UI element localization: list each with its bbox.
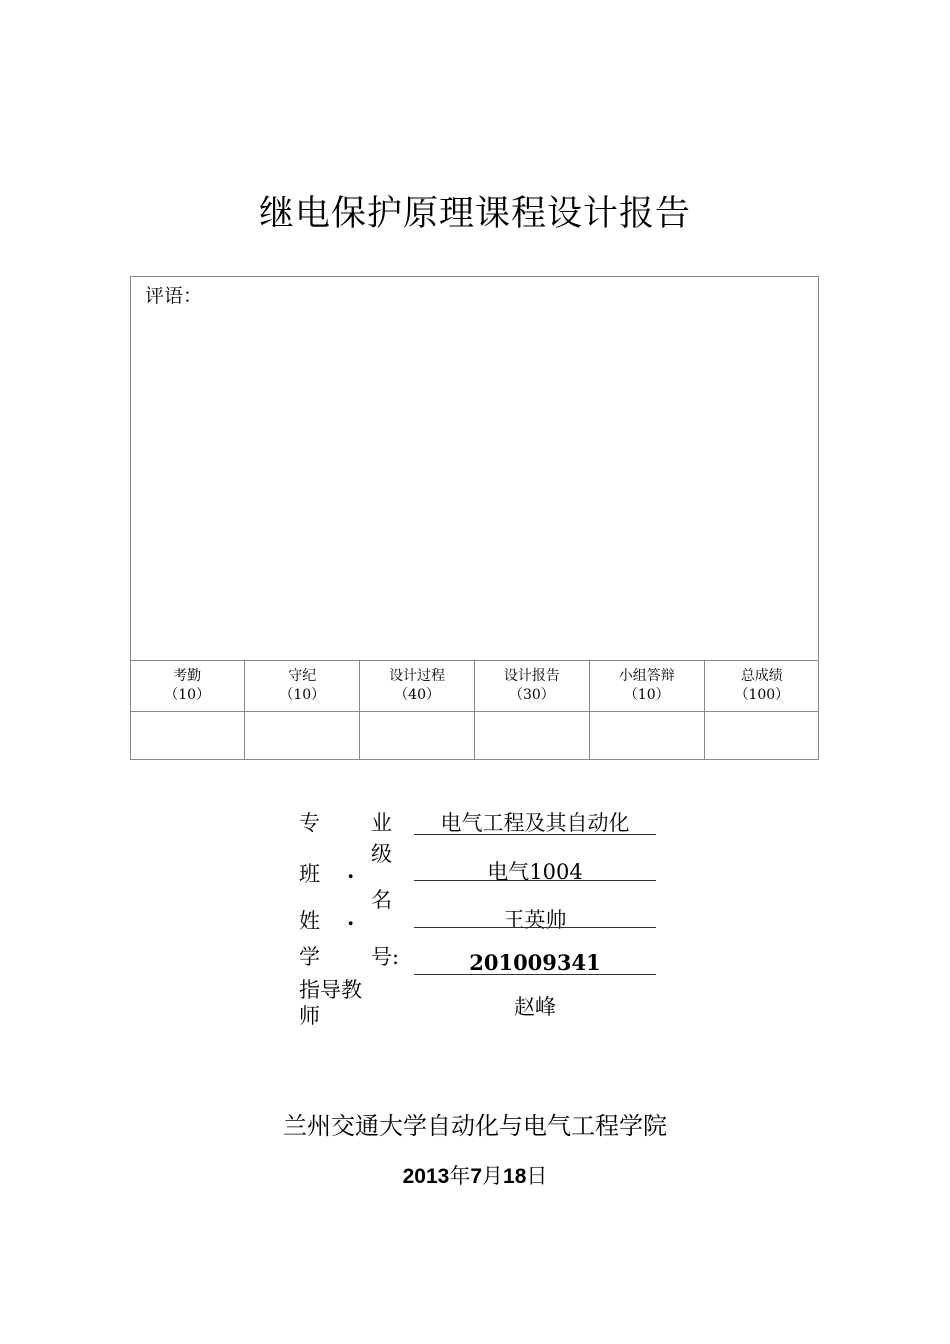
score-header-cell: 设计报告 （30）: [474, 661, 589, 712]
score-header-cell: 小组答辩 （10）: [589, 661, 704, 712]
name-label-2: 名: [371, 888, 392, 912]
teacher-label-container: [299, 977, 379, 1028]
school-name: 兰州交通大学自动化与电气工程学院: [283, 1112, 667, 1140]
major-label-1: 专: [299, 811, 320, 835]
report-date: [0, 1160, 950, 1190]
score-value-row: [130, 712, 819, 761]
name-underline: [414, 927, 656, 928]
date-year-unit: 年: [449, 1164, 471, 1188]
date-month-unit: 月: [482, 1164, 504, 1188]
id-value: 201009341: [469, 950, 601, 975]
name-label-1: 姓: [299, 909, 320, 933]
score-cell[interactable]: [474, 712, 589, 761]
id-label-2: 号:: [371, 945, 400, 969]
score-cell[interactable]: [704, 712, 819, 761]
date-day: 18: [503, 1165, 527, 1188]
class-label-1: 班: [299, 862, 320, 886]
score-cell[interactable]: [589, 712, 704, 761]
major-underline: [414, 834, 656, 835]
score-header-cell: 总成绩 （100）: [704, 661, 819, 712]
evaluation-box: [130, 276, 819, 760]
class-underline: [414, 880, 656, 881]
document-title: 继电保护原理课程设计报告: [258, 194, 691, 234]
name-value: 王英帅: [503, 908, 567, 932]
class-label-2: 级: [371, 842, 392, 866]
id-label-1: 学: [299, 945, 320, 969]
comment-label: 评语：: [145, 285, 203, 307]
major-value: 电气工程及其自动化: [440, 811, 630, 835]
class-value: 电气1004: [487, 860, 583, 884]
teacher-value: 赵峰: [514, 995, 556, 1019]
score-header-row: [130, 661, 819, 712]
score-header-cell: 考勤 （10）: [130, 661, 245, 712]
score-cell[interactable]: [245, 712, 360, 761]
name-dot: .: [347, 905, 355, 930]
score-table: [130, 660, 819, 760]
date-month: 7: [470, 1165, 483, 1188]
id-underline: [414, 974, 656, 975]
score-header-cell: 设计过程 （40）: [360, 661, 475, 712]
major-label-2: 业: [371, 811, 392, 835]
teacher-label: 指导教师: [299, 978, 362, 1028]
score-cell[interactable]: [360, 712, 475, 761]
date-day-unit: 日: [526, 1164, 548, 1188]
score-header-cell: 守纪 （10）: [245, 661, 360, 712]
class-dot: .: [347, 858, 355, 883]
score-cell[interactable]: [130, 712, 245, 761]
date-year: 2013: [402, 1165, 450, 1188]
